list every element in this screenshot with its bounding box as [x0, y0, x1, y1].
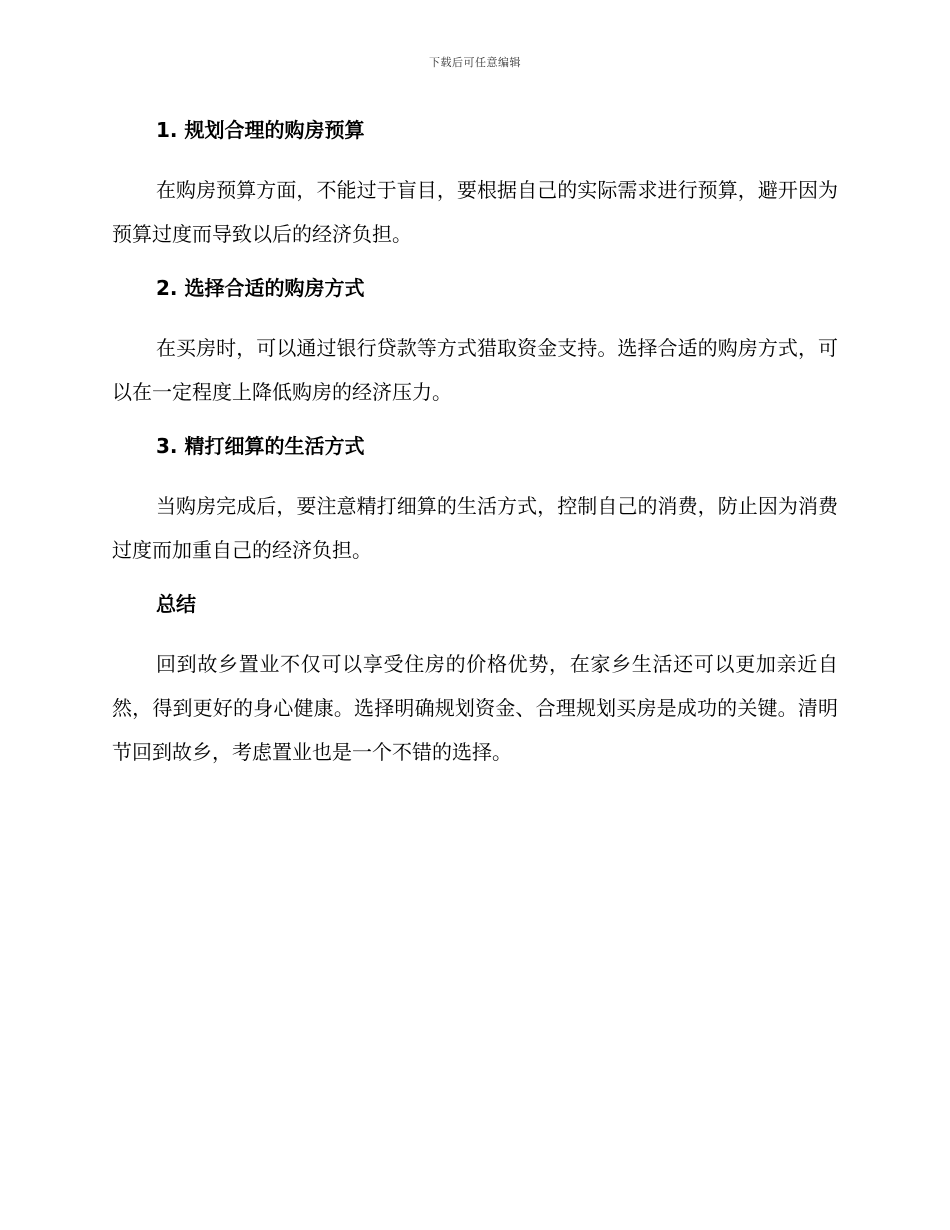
section-purchase-method: [112, 272, 838, 414]
section-paragraph: 回到故乡置业不仅可以享受住房的价格优势，在家乡生活还可以更加亲近自然，得到更好的身心健康。选择明确规划资金、合理规划买房是成功的关键。清明节回到故乡，考虑置业也是一个不错的选择。: [112, 652, 838, 764]
section-budget: [112, 114, 838, 256]
section-heading: 总结: [156, 592, 196, 616]
section-paragraph: 在购房预算方面，不能过于盲目，要根据自己的实际需求进行预算，避开因为预算过度而导致以后的经济负担。: [112, 178, 838, 246]
section-heading: 1. 规划合理的购房预算: [156, 118, 365, 142]
section-summary: [112, 588, 838, 774]
document-body: [112, 114, 838, 774]
section-frugal-living: [112, 430, 838, 572]
page-header: 下载后可任意编辑: [429, 56, 521, 69]
section-paragraph: 当购房完成后，要注意精打细算的生活方式，控制自己的消费，防止因为消费过度而加重自己的经济负担。: [112, 494, 838, 562]
section-paragraph: 在买房时，可以通过银行贷款等方式猎取资金支持。选择合适的购房方式，可以在一定程度上降低购房的经济压力。: [112, 336, 838, 404]
section-heading: 3. 精打细算的生活方式: [156, 434, 365, 458]
section-heading: 2. 选择合适的购房方式: [156, 276, 365, 300]
